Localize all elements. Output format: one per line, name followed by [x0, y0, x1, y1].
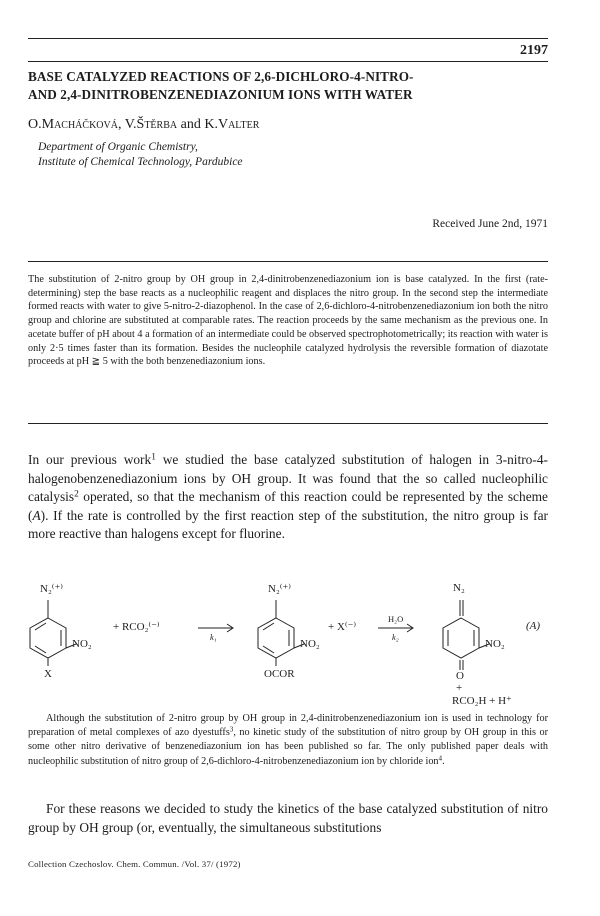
abstract [28, 273, 548, 369]
halide-leaving-group: + X⁽⁻⁾ [328, 621, 357, 633]
background-paragraph [28, 712, 548, 769]
scheme-reference: A [32, 507, 41, 523]
received-date: Received June 2nd, 1971 [432, 218, 548, 230]
background-text: Although the substitution of 2-nitro group by OH group in 2,4-dinitrobenzenediazonium ion is used in technology for preparation of metal complexes of azo dyestuffs$^3$, no kinetic study of the substitution of nitro group by OH group in this or some other nitro derivative of benzenediazonium ion has been published so far. The only published paper deals with nucleophilic substitution of nitro group of 2,6-dichloro-4-nitrobenzenediazonium ion by chloride ion$^4$. [28, 713, 549, 767]
water-reagent: H₂O [388, 614, 404, 624]
author-3: K.Valter [204, 117, 260, 132]
affiliation [38, 140, 538, 170]
intermediate-benzene-ring [258, 600, 304, 666]
reference-1: 1 [151, 452, 156, 463]
byproduct-plus: + [456, 682, 463, 694]
reference-2: 2 [74, 489, 79, 500]
intro-paragraph [28, 451, 548, 544]
reference-4: 4 [438, 754, 443, 763]
product-nitro-label: NO₂ [485, 638, 505, 650]
intro-text: In our previous work$^1$ we studied the base catalyzed substitution of halogen in 3-nitro-4-halogenobenzenediazonium ions by OH group. It was found that the so called nucleophilic catalysis$^2$ operated, so that the mechanism of this reaction could be represented by the scheme (A). If the rate is controlled by the first reaction step of the substitution, the nitro group is far more reactive than halogens except for fluorine. [28, 452, 548, 542]
carboxylate-reagent: + RCO₂⁽⁻⁾ [113, 621, 160, 633]
rate-constant-k1: k₁ [210, 632, 217, 642]
motivation-text: For these reasons we decided to study the kinetics of the base catalyzed substitution of nitro group by OH group (or, eventually, the simultaneous substitutions [28, 801, 548, 835]
author-separator: , [117, 117, 125, 132]
title-line-1: BASE CATALYZED REACTIONS OF 2,6-DICHLORO-4-NITRO- [28, 69, 414, 84]
rate-constant-k2: k₂ [392, 632, 399, 642]
top-rule [28, 38, 548, 39]
intermediate-acyloxy-label: OCOR [264, 668, 295, 680]
affiliation-department: Department of Organic Chemistry, [38, 141, 198, 153]
author-separator: and [177, 117, 205, 132]
page-number: 2197 [520, 43, 548, 58]
scheme-label: (A) [526, 620, 541, 632]
reaction-scheme [28, 572, 548, 707]
reactant-nitro-label: NO₂ [72, 638, 92, 650]
motivation-paragraph [28, 800, 548, 837]
intermediate-nitro-label: NO₂ [300, 638, 320, 650]
byproducts: RCO₂H + H⁺ [452, 695, 512, 707]
intermediate-diazonium-label: N₂⁽⁺⁾ [268, 583, 291, 595]
author-2: V.Štěrba [124, 117, 178, 132]
abstract-top-rule [28, 261, 548, 262]
author-1: O.Macháčková [28, 117, 118, 132]
reactant-diazonium-label: N₂⁽⁺⁾ [40, 583, 63, 595]
product-quinonoid-ring [443, 600, 489, 670]
abstract-bottom-rule [28, 423, 548, 424]
title-line-2: AND 2,4-DINITROBENZENEDIAZONIUM IONS WITH WATER [28, 87, 413, 102]
journal-footer: Collection Czechoslov. Chem. Commun. /Vol. 37/ (1972) [28, 859, 241, 869]
affiliation-institute: Institute of Chemical Technology, Pardubice [38, 156, 243, 168]
reactant-halogen-label: X [44, 668, 52, 680]
abstract-text: The substitution of 2-nitro group by OH group in 2,4-dinitrobenzenediazonium ion is base catalyzed. In the first (rate-determining) step the base reacts as a nucleophilic reagent and displaces the nitro group. In the second step the intermediate formed reacts with water to give 5-nitro-2-diazophenol. In the case of 2,6-dichloro-4-nitrobenzenediazonium ion both the nitro group and chlorine are substituted at comparable rates. The reaction proceeds by the same mechanism as the previous one. In acetate buffer of pH about 4 a formation of an intermediate could be observed spectrophotometrically; its reaction with water is only 2·5 times faster than its formation. Besides the nucleophile catalyzed hydrolysis the reversible formation of diazotate proceeds at pH ≧ 5 with the both benzenediazonium ions. [28, 274, 548, 368]
header-rule [28, 61, 548, 62]
product-diazo-label: N₂ [453, 582, 465, 594]
reactant-benzene-ring [30, 600, 76, 666]
author-list [28, 116, 548, 134]
article-title [28, 68, 548, 104]
product-oxygen-label: O [456, 670, 464, 682]
reference-3: 3 [229, 725, 234, 734]
